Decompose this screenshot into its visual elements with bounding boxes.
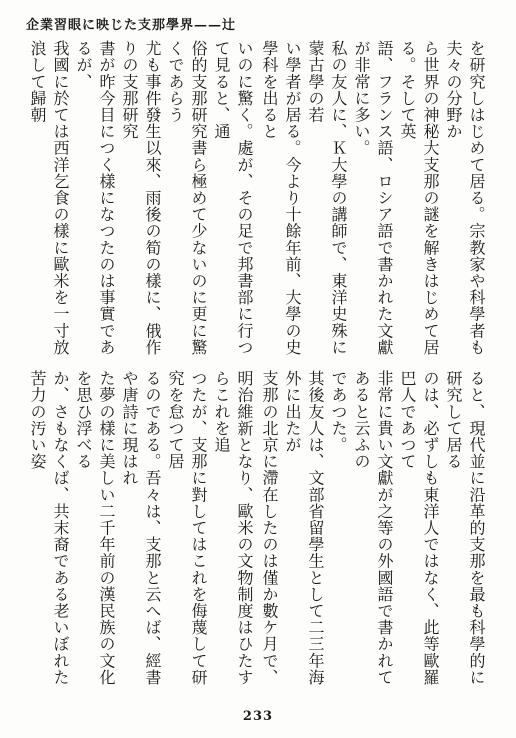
text-line: た夢の樣に美しい二千年前の漢民族の文化を思ひ浮べる bbox=[74, 370, 116, 686]
column-upper-left bbox=[24, 40, 256, 360]
text-line: を研究しはじめて居る。宗教家や科學者も夫々の分野か bbox=[444, 40, 486, 356]
text-line: 支那の北京に滯在したのは僅か數ケ月で、 bbox=[260, 370, 279, 686]
text-line: いのに驚く。處が、その足で邦書部に行つて見ると、通 bbox=[212, 40, 254, 356]
text-line: 我國に於ては西洋乞食の樣に歐米を一寸放浪して歸朝 bbox=[28, 40, 70, 356]
column-lower-left bbox=[24, 370, 256, 690]
text-line: 語、フランス語、ロシア語で書かれた文獻が非常に多い。 bbox=[352, 40, 394, 356]
text-line bbox=[24, 370, 26, 690]
text-line: 私の友人に、Ｋ大學の講師で、東洋史殊に蒙古學の若 bbox=[306, 40, 348, 356]
text-line: 明治維新となり、歐米の文物制度はひたすらこれを追 bbox=[212, 370, 254, 686]
page-number: 233 bbox=[242, 709, 274, 724]
column-lower-right bbox=[258, 370, 488, 690]
text-line: 非常に貴い文獻が之等の外國語で書かれてあると云ふの bbox=[352, 370, 394, 686]
text-line: ら世界の神秘大支那の謎を解きはじめて居る。そして英 bbox=[398, 40, 440, 356]
text-line: い學者が居る。今より十餘年前、大學の史學科を出ると bbox=[260, 40, 302, 356]
text-line: か、さもなくば、共末裔である老いぼれた苦力の汚い姿 bbox=[28, 370, 70, 686]
text-line: であつた。 bbox=[329, 370, 348, 453]
text-line: 書が昨今目につく樣になつたのは事實であるが、 bbox=[74, 40, 116, 356]
text-line bbox=[24, 40, 26, 360]
text-line: 其後友人は、文部省留學生として二三年海外に出たが bbox=[283, 370, 325, 686]
text-line: つたが、支那に對してはこれを侮蔑して研究を怠つて居 bbox=[166, 370, 208, 686]
text-line: るのである。吾々は、支那と云へば、經書や唐詩に現はれ bbox=[120, 370, 162, 686]
column-upper-right bbox=[258, 40, 488, 360]
text-line: 尤も事件發生以來、雨後の筍の樣に、俄作りの支那研究 bbox=[120, 40, 162, 356]
running-title: 企業習眼に映じた支那學界——辻 bbox=[26, 18, 237, 33]
text-line: ると、現代並に沿革的支那を最も科學的に研究して居る bbox=[444, 370, 486, 686]
text-line: 俗的支那研究書ら極めて少ないのに更に驚くであらう bbox=[166, 40, 208, 356]
text-line: のは、必ずしも東洋人ではなく、此等歐羅巴人であつて bbox=[398, 370, 440, 686]
